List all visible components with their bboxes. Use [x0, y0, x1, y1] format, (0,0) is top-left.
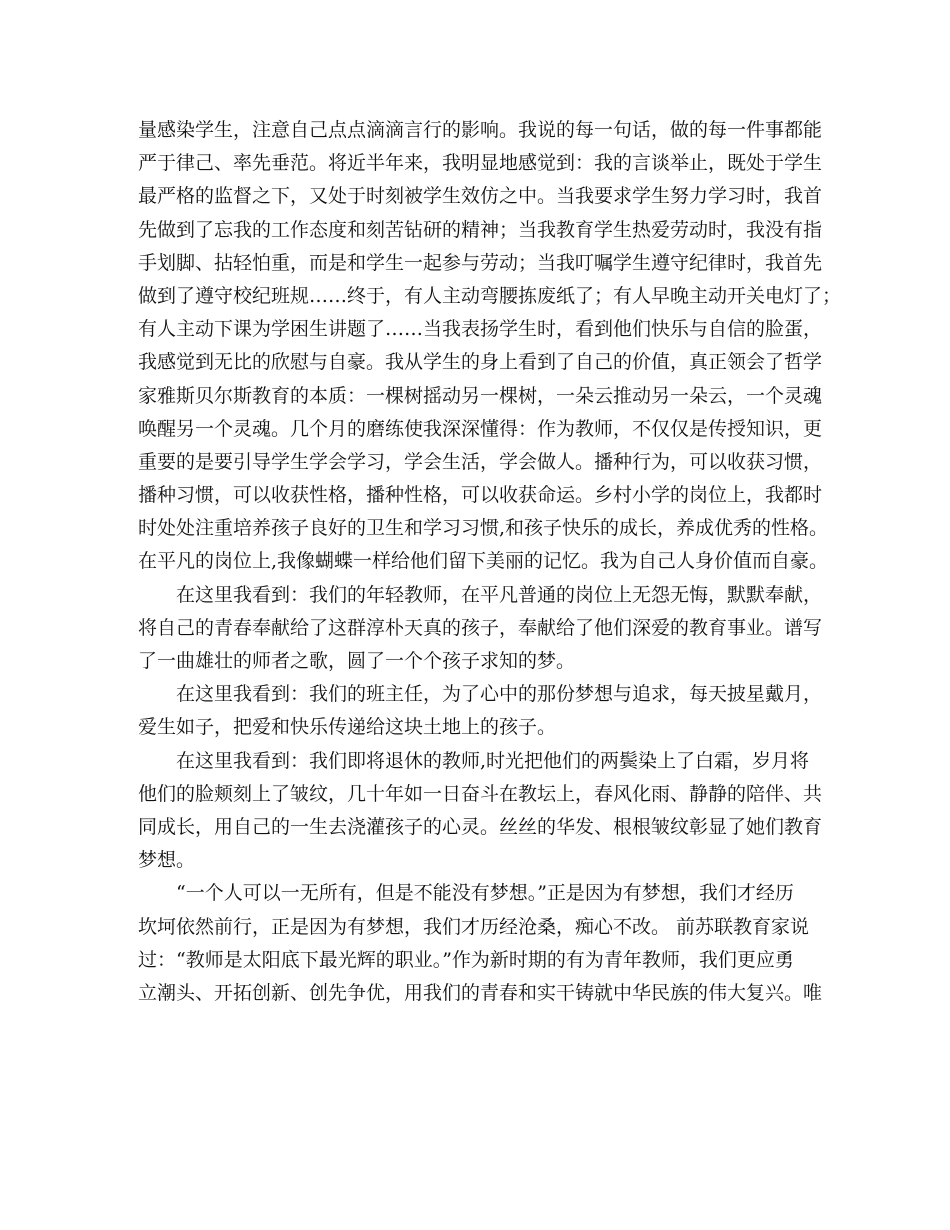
- text-line: 我感觉到无比的欣慰与自豪。我从学生的身上看到了自己的价值，真正领会了哲学: [138, 351, 823, 374]
- text-line: 在这里我看到：我们的班主任，为了心中的那份梦想与追求，每天披星戴月，: [176, 683, 823, 706]
- text-line: 严于律己、率先垂范。将近半年来，我明显地感觉到：我的言谈举止，既处于学生: [138, 152, 823, 175]
- text-line: 唤醒另一个灵魂。几个月的磨练使我深深懂得：作为教师，不仅仅是传授知识，更: [138, 417, 823, 440]
- text-line: 在平凡的岗位上,我像蝴蝶一样给他们留下美丽的记忆。我为自己人身价值而自豪。: [138, 550, 829, 573]
- text-line: 量感染学生，注意自己点点滴滴言行的影响。我说的每一句话，做的每一件事都能: [138, 119, 823, 141]
- text-line: 有人主动下课为学困生讲题了……当我表扬学生时，看到他们快乐与自信的脸蛋，: [138, 318, 823, 341]
- text-line: 梦想。: [138, 849, 196, 872]
- text-line: 了一曲雄壮的师者之歌，圆了一个个孩子求知的梦。: [138, 650, 576, 672]
- text-line: 家雅斯贝尔斯教育的本质：一棵树摇动另一棵树，一朵云推动另一朵云，一个灵魂: [138, 384, 823, 407]
- text-line: 将自己的青春奉献给了这群淳朴天真的孩子，奉献给了他们深爱的教育事业。谱写: [138, 616, 823, 639]
- text-line: 在这里我看到：我们即将退休的教师,时光把他们的两鬓染上了白霜，岁月将: [176, 749, 810, 772]
- text-line: 做到了遵守校纪班规……终于，有人主动弯腰拣废纸了；有人早晚主动开关电灯了；: [138, 284, 842, 307]
- text-line: 先做到了忘我的工作态度和刻苦钻研的精神；当我教育学生热爱劳动时，我没有指: [138, 218, 823, 241]
- text-line: 在这里我看到：我们的年轻教师，在平凡普通的岗位上无怨无悔，默默奉献，: [176, 583, 823, 606]
- text-line: 同成长，用自己的一生去浇灌孩子的心灵。丝丝的华发、根根皱纹彰显了她们教育: [138, 815, 823, 838]
- text-line: 过：“教师是太阳底下最光辉的职业。”作为新时期的有为青年教师，我们更应勇: [138, 948, 794, 971]
- document-body-text: [138, 114, 842, 1010]
- text-line: 最严格的监督之下，又处于时刻被学生效仿之中。当我要求学生努力学习时，我首: [138, 185, 823, 208]
- text-line: 立潮头、开拓创新、创先争优，用我们的青春和实干铸就中华民族的伟大复兴。唯: [138, 981, 823, 1004]
- text-line: 重要的是要引导学生学会学习，学会生活，学会做人。播种行为，可以收获习惯，: [138, 450, 823, 473]
- text-line: 时处处注重培养孩子良好的卫生和学习习惯,和孩子快乐的成长，养成优秀的性格。: [138, 517, 829, 540]
- text-line: 他们的脸颊刻上了皱纹，几十年如一日奋斗在教坛上，春风化雨、静静的陪伴、共: [138, 782, 823, 805]
- text-line: 坎坷依然前行，正是因为有梦想，我们才历经沧桑，痴心不改。 前苏联教育家说: [138, 915, 810, 938]
- text-line: 爱生如子，把爱和快乐传递给这块土地上的孩子。: [138, 716, 557, 739]
- text-line: “一个人可以一无所有，但是不能没有梦想。”正是因为有梦想，我们才经历: [176, 882, 794, 905]
- text-line: 播种习惯，可以收获性格，播种性格，可以收获命运。乡村小学的岗位上，我都时: [138, 484, 823, 507]
- text-line: 手划脚、拈轻怕重，而是和学生一起参与劳动；当我叮嘱学生遵守纪律时，我首先: [138, 251, 823, 274]
